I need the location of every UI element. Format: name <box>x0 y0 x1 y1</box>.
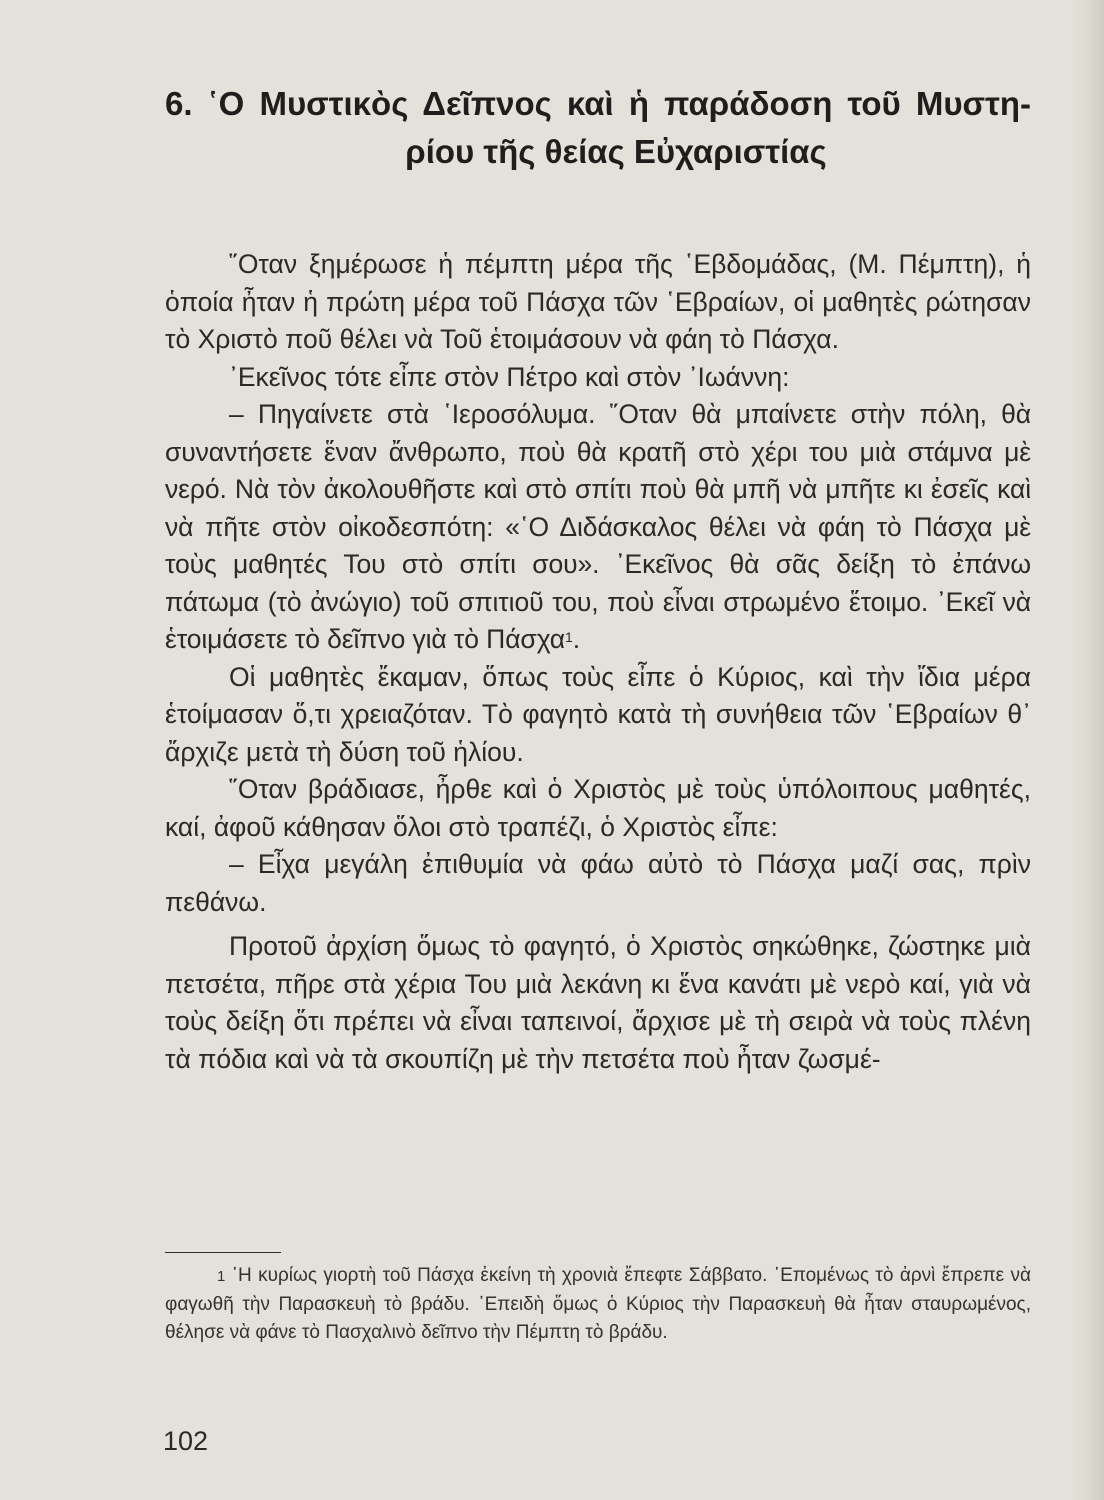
paragraph-6: – Εἶχα μεγάλη ἐπιθυμία νὰ φάω αὐτὸ τὸ Πάσχα μαζί σας, πρὶν πεθάνω. <box>165 849 1031 917</box>
chapter-title-line-2: ρίου τῆς θείας Εὐχαριστίας <box>405 133 827 170</box>
paragraph-1: ῞Οταν ξημέρωσε ἡ πέμπτη μέρα τῆς ῾Εβδομάδας, (Μ. Πέμπτη), ἡ ὁποία ἦταν ἡ πρώτη μέρα τοῦ Πάσχα τῶν ῾Εβραίων, οἱ μαθητὲς ρώτησαν τὸ Χριστὸ ποῦ θέλει νὰ Τοῦ ἑτοιμάσουν νὰ φάη τὸ Πάσχα. <box>165 249 1031 354</box>
paragraph-4: Οἱ μαθητὲς ἔκαμαν, ὅπως τοὺς εἶπε ὁ Κύριος, καὶ τὴν ἴδια μέρα ἑτοίμασαν ὅ,τι χρειαζόταν. Τὸ φαγητὸ κατὰ τὴ συνήθεια τῶν ῾Εβραίων θ᾽ ἄρχιζε μετὰ τὴ δύση τοῦ ἡλίου. <box>165 661 1031 767</box>
paragraph-2: ᾽Εκεῖνος τότε εἶπε στὸν Πέτρο καὶ στὸν ᾽Ιωάννη: <box>229 361 790 392</box>
chapter-title-line-1: 6. ῾Ο Μυστικὸς Δεῖπνος καὶ ἡ παράδοση τοῦ Μυστη- <box>165 85 1031 122</box>
paragraph-7: Προτοῦ ἀρχίση ὅμως τὸ φαγητό, ὁ Χριστὸς σηκώθηκε, ζώστηκε μιὰ πετσέτα, πῆρε στὰ χέρια Του μιὰ λεκάνη κι ἕνα κανάτι μὲ νερὸ καί, γιὰ νὰ τοὺς δείξη ὅτι πρέπει νὰ εἶναι ταπεινοί, ἄρχισε μὲ τὴ σειρὰ νὰ τοὺς πλένη τὰ πόδια καὶ νὰ τὰ σκουπίζη μὲ τὴν πετσέτα ποὺ ἦταν ζωσμέ- <box>165 931 1031 1074</box>
page-edge-shadow <box>1070 0 1104 1500</box>
footnote-reference: 1 <box>565 629 573 645</box>
footnote-separator <box>165 1252 281 1253</box>
paragraph-3 <box>165 396 1031 659</box>
footnote <box>165 1262 1031 1347</box>
book-page <box>165 80 1031 1343</box>
footnote-number: 1 <box>217 1268 226 1285</box>
paragraph-3-text: – Πηγαίνετε στὰ ῾Ιεροσόλυμα. ῞Οταν θὰ μπαίνετε στὴν πόλη, θὰ συναντήσετε ἕναν ἄνθρωπο, ποὺ θὰ κρατῆ στὸ χέρι του μιὰ στάμνα μὲ νερό. Νὰ τὸν ἀκολουθῆστε καὶ στὸ σπίτι ποὺ θὰ μπῆ νὰ μπῆτε κι ἐσεῖς καὶ νὰ πῆτε στὸν οἰκοδεσπότη: «῾Ο Διδάσκαλος θέλει νὰ φάη τὸ Πάσχα μὲ τοὺς μαθητές Του στὸ σπίτι σου». ᾽Εκεῖνος θὰ σᾶς δείξη τὸ ἐπάνω πάτωμα (τὸ ἀνώγιο) τοῦ σπιτιοῦ του, ποὺ εἶναι στρωμένο ἕτοιμο. ᾽Εκεῖ νὰ ἑτοιμάσετε τὸ δεῖπνο γιὰ τὸ Πάσχα <box>165 399 1031 654</box>
page-number: 102 <box>163 1426 209 1456</box>
paragraph-5: ῞Οταν βράδιασε, ἦρθε καὶ ὁ Χριστὸς μὲ τοὺς ὑπόλοιπους μαθητές, καί, ἀφοῦ κάθησαν ὅλοι στὸ τραπέζι, ὁ Χριστὸς εἶπε: <box>165 774 1031 842</box>
paragraph-3-end: . <box>572 624 580 654</box>
chapter-title <box>165 80 1031 176</box>
chapter-body <box>165 246 1031 1078</box>
footnote-1 <box>165 1262 1031 1347</box>
footnote-text: ῾Η κυρίως γιορτὴ τοῦ Πάσχα ἐκείνη τὴ χρονιὰ ἔπεφτε Σάββατο. ῾Επομένως τὸ ἀρνὶ ἔπρεπε νὰ φαγωθῆ τὴν Παρασκευὴ τὸ βράδυ. ᾽Επειδὴ ὅμως ὁ Κύριος τὴν Παρασκευὴ θὰ ἦταν σταυρωμένος, θέλησε νὰ φάνε τὸ Πασχαλινὸ δεῖπνο τὴν Πέμπτη τὸ βράδυ. <box>165 1265 1031 1343</box>
paragraph-gap <box>165 921 1031 928</box>
